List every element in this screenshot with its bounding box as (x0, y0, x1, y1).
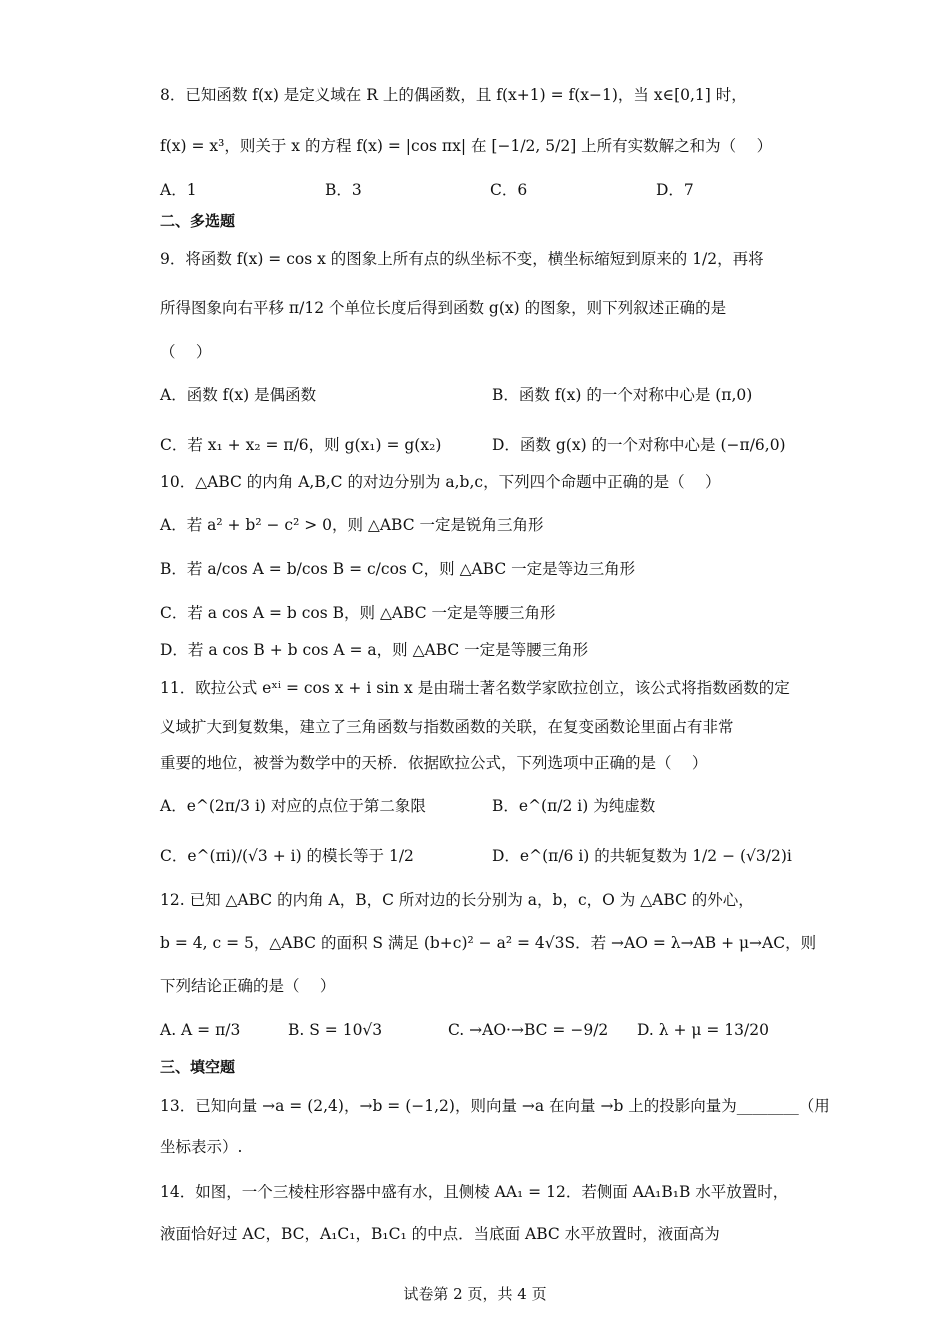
q9-option-d: D．函数 g(x) 的一个对称中心是 (−π/6,0) (492, 436, 786, 454)
q12-line-3: 下列结论正确的是（ ） (160, 977, 336, 995)
q12-option-c: C. →AO·→BC = −9/2 (448, 1021, 609, 1039)
section-multi-choice-heading: 二、多选题 (160, 212, 236, 230)
q12-option-d: D. λ + μ = 13/20 (637, 1021, 769, 1039)
section-fill-in-heading: 三、填空题 (160, 1058, 236, 1076)
q10-stem: 10．△ABC 的内角 A,B,C 的对边分别为 a,b,c，下列四个命题中正确的是（ ） (160, 473, 721, 491)
q12-line-1: 12. 已知 △ABC 的内角 A，B，C 所对边的长分别为 a，b，c，O 为 △ABC 的外心， (160, 891, 754, 909)
q8-line-1: 8．已知函数 f(x) 是定义域在 R 上的偶函数，且 f(x+1) = f(x−1)，当 x∈[0,1] 时， (160, 86, 747, 104)
q11-option-c: C．e^(πi)/(√3 + i) 的模长等于 1/2 (160, 847, 414, 865)
q9-option-a: A．函数 f(x) 是偶函数 (160, 386, 317, 404)
q11-line-2: 义域扩大到复数集，建立了三角函数与指数函数的关联，在复变函数论里面占有非常 (160, 718, 734, 736)
q11-line-3: 重要的地位，被誉为数学中的天桥．依据欧拉公式，下列选项中正确的是（ ） (160, 754, 708, 772)
q12-option-b: B. S = 10√3 (288, 1021, 383, 1039)
q8-option-d: D．7 (656, 181, 694, 199)
q9-line-2: 所得图象向右平移 π/12 个单位长度后得到函数 g(x) 的图象，则下列叙述正确的是 (160, 299, 727, 317)
q11-option-a: A．e^(2π/3 i) 对应的点位于第二象限 (160, 797, 426, 815)
q14-line-2: 液面恰好过 AC，BC，A₁C₁，B₁C₁ 的中点．当底面 ABC 水平放置时，液面高为 (160, 1225, 720, 1243)
q9-option-c: C．若 x₁ + x₂ = π/6，则 g(x₁) = g(x₂) (160, 436, 442, 454)
q10-option-b: B．若 a/cos A = b/cos B = c/cos C，则 △ABC 一定是等边三角形 (160, 560, 636, 578)
q11-option-b: B．e^(π/2 i) 为纯虚数 (492, 797, 656, 815)
q14-line-1: 14．如图，一个三棱柱形容器中盛有水，且侧棱 AA₁ = 12．若侧面 AA₁B₁B 水平放置时， (160, 1183, 789, 1201)
q13-line-2: 坐标表示）. (160, 1138, 243, 1156)
q10-option-c: C．若 a cos A = b cos B，则 △ABC 一定是等腰三角形 (160, 604, 556, 622)
q9-line-3: （ ） (160, 343, 212, 361)
q10-option-a: A．若 a² + b² − c² > 0，则 △ABC 一定是锐角三角形 (160, 516, 544, 534)
q12-option-a: A. A = π/3 (160, 1021, 241, 1039)
q11-line-1: 11．欧拉公式 eˣⁱ = cos x + i sin x 是由瑞士著名数学家欧拉创立，该公式将指数函数的定 (160, 679, 790, 697)
q8-line-2: f(x) = x³，则关于 x 的方程 f(x) = |cos πx| 在 [−1/2, 5/2] 上所有实数解之和为（ ） (160, 137, 773, 155)
q8-option-c: C．6 (490, 181, 528, 199)
page-footer: 试卷第 2 页，共 4 页 (403, 1285, 547, 1303)
q8-option-b: B．3 (325, 181, 362, 199)
q12-line-2: b = 4, c = 5，△ABC 的面积 S 满足 (b+c)² − a² = 4√3S．若 →AO = λ→AB + μ→AC，则 (160, 934, 817, 952)
q13-line-1: 13．已知向量 →a = (2,4)，→b = (−1,2)，则向量 →a 在向量 →b 上的投影向量为________（用 (160, 1097, 830, 1115)
q8-option-a: A．1 (160, 181, 197, 199)
q9-option-b: B．函数 f(x) 的一个对称中心是 (π,0) (492, 386, 753, 404)
q9-line-1: 9．将函数 f(x) = cos x 的图象上所有点的纵坐标不变，横坐标缩短到原来的 1/2，再将 (160, 250, 764, 268)
q10-option-d: D．若 a cos B + b cos A = a，则 △ABC 一定是等腰三角形 (160, 641, 589, 659)
q11-option-d: D．e^(π/6 i) 的共轭复数为 1/2 − (√3/2)i (492, 847, 792, 865)
